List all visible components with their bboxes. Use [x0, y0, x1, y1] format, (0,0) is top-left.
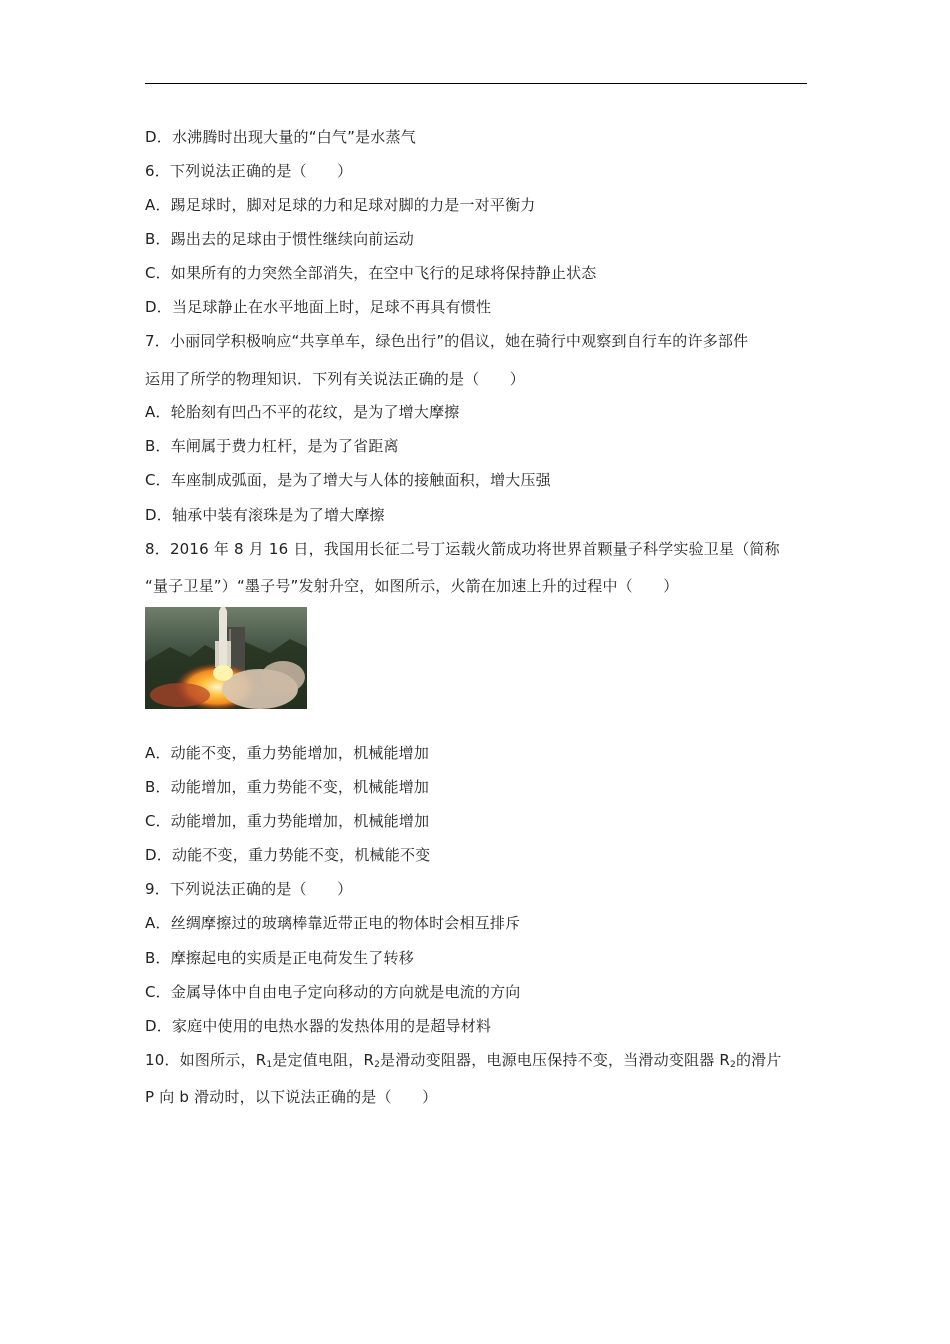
q8-stem-line2: “量子卫星”）“墨子号”发射升空，如图所示，火箭在加速上升的过程中（ ） [145, 577, 679, 595]
q9-option-d: D．家庭中使用的电热水器的发热体用的是超导材料 [145, 1017, 492, 1035]
q8-option-c: C．动能增加，重力势能增加，机械能增加 [145, 812, 430, 830]
q8-option-a: A．动能不变，重力势能增加，机械能增加 [145, 744, 430, 762]
q8-option-d: D．动能不变，重力势能不变，机械能不变 [145, 846, 431, 864]
q9-stem: 9．下列说法正确的是（ ） [145, 880, 353, 898]
q10-sub-1: 1 [266, 1060, 273, 1070]
q6-option-b: B．踢出去的足球由于惯性继续向前运动 [145, 230, 414, 248]
q6-stem: 6．下列说法正确的是（ ） [145, 162, 353, 180]
q7-stem-line1: 7．小丽同学积极响应“共享单车，绿色出行”的倡议，她在骑行中观察到自行车的许多部件 [145, 332, 749, 350]
rocket-launch-photo [145, 607, 307, 709]
q8-stem-line1: 8．2016 年 8 月 16 日，我国用长征二号丁运载火箭成功将世界首颗量子科学实验卫星（简称 [145, 540, 780, 558]
q10-text-d: 的滑片 [735, 1051, 782, 1069]
q10-stem-line1 [145, 1050, 782, 1070]
q10-text-a: 10．如图所示，R [145, 1051, 267, 1069]
q5-option-d: D．水沸腾时出现大量的“白气”是水蒸气 [145, 128, 416, 146]
q7-option-b: B．车闸属于费力杠杆，是为了省距离 [145, 437, 399, 455]
q7-option-c: C．车座制成弧面，是为了增大与人体的接触面积，增大压强 [145, 471, 551, 489]
q6-option-a: A．踢足球时，脚对足球的力和足球对脚的力是一对平衡力 [145, 196, 536, 214]
q9-option-b: B．摩擦起电的实质是正电荷发生了转移 [145, 949, 414, 967]
q6-option-c: C．如果所有的力突然全部消失，在空中飞行的足球将保持静止状态 [145, 264, 597, 282]
q10-text-b: 是定值电阻，R [272, 1051, 375, 1069]
q9-option-c: C．金属导体中自由电子定向移动的方向就是电流的方向 [145, 983, 521, 1001]
q9-option-a: A．丝绸摩擦过的玻璃棒靠近带正电的物体时会相互排斥 [145, 914, 521, 932]
q7-option-a: A．轮胎刻有凹凸不平的花纹，是为了增大摩擦 [145, 403, 460, 421]
q8-option-b: B．动能增加，重力势能不变，机械能增加 [145, 778, 430, 796]
q10-sub-2: 2 [374, 1060, 381, 1070]
q10-sub-3: 2 [730, 1060, 736, 1070]
q10-stem-line2: P 向 b 滑动时，以下说法正确的是（ ） [145, 1088, 438, 1106]
q6-option-d: D．当足球静止在水平地面上时，足球不再具有惯性 [145, 298, 492, 316]
header-rule [145, 83, 807, 84]
q10-text-c: 是滑动变阻器，电源电压保持不变，当滑动变阻器 R [380, 1051, 731, 1069]
q7-option-d: D．轴承中装有滚珠是为了增大摩擦 [145, 506, 385, 524]
q7-stem-line2: 运用了所学的物理知识．下列有关说法正确的是（ ） [145, 370, 526, 388]
